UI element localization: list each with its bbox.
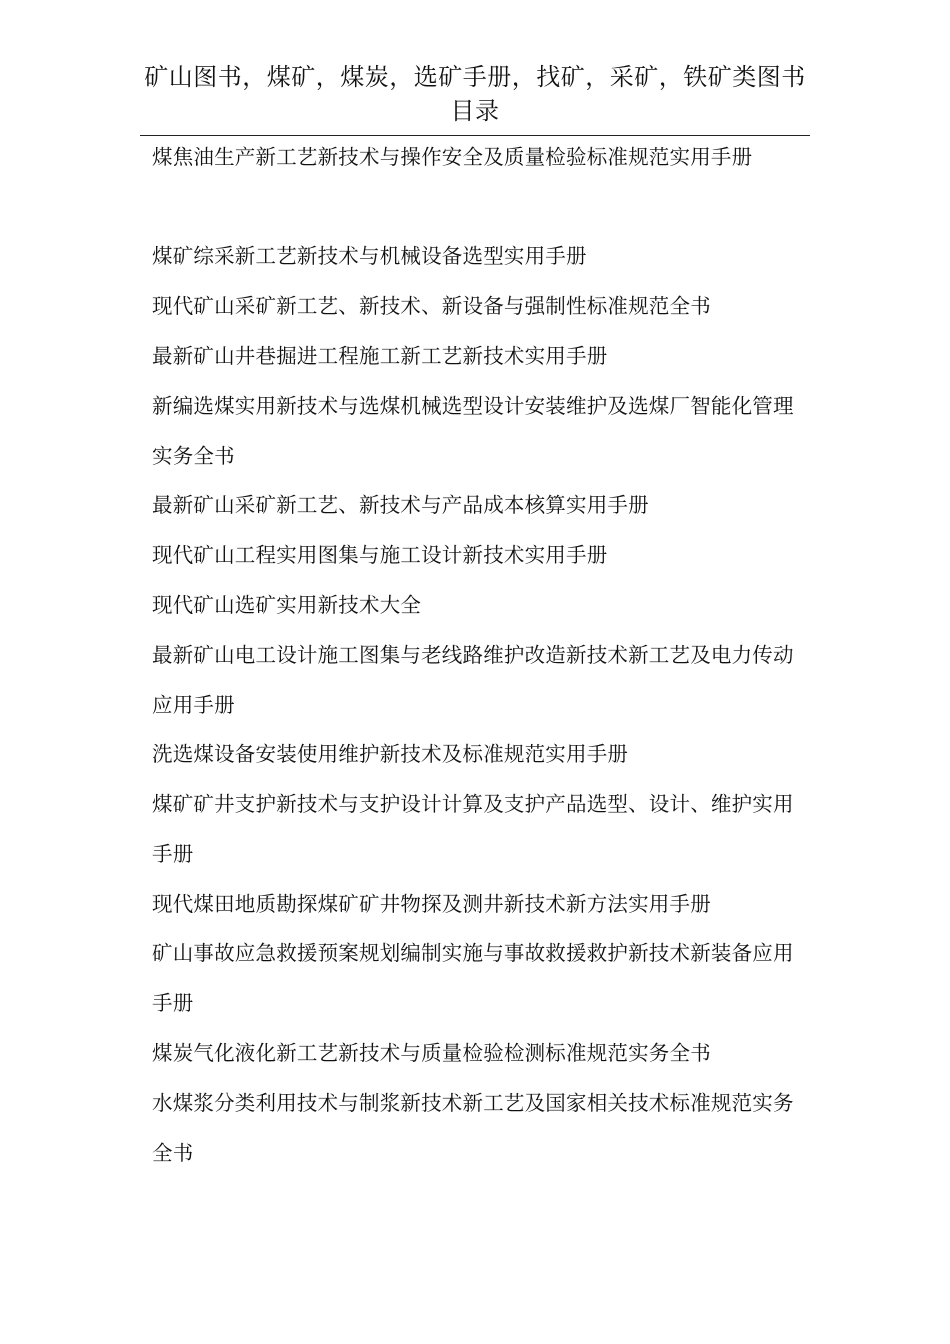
- book-item: 现代矿山采矿新工艺、新技术、新设备与强制性标准规范全书: [152, 294, 711, 318]
- book-item: 煤炭气化液化新工艺新技术与质量检验检测标准规范实务全书: [152, 1041, 711, 1065]
- book-item: 现代矿山工程实用图集与施工设计新技术实用手册: [152, 543, 608, 567]
- book-item: 水煤浆分类利用技术与制浆新技术新工艺及国家相关技术标准规范实务全书: [152, 1091, 794, 1165]
- book-item: 最新矿山电工设计施工图集与老线路维护改造新技术新工艺及电力传动应用手册: [152, 643, 794, 717]
- book-item: 洗选煤设备安装使用维护新技术及标准规范实用手册: [152, 742, 629, 766]
- book-item: 煤矿矿井支护新技术与支护设计计算及支护产品选型、设计、维护实用手册: [152, 792, 794, 866]
- book-item: 现代煤田地质勘探煤矿矿井物探及测井新技术新方法实用手册: [152, 892, 711, 916]
- book-item: 矿山事故应急救援预案规划编制实施与事故救援救护新技术新装备应用手册: [152, 941, 794, 1015]
- document-title: 矿山图书，煤矿，煤炭，选矿手册，找矿，采矿，铁矿类图书目录: [144, 63, 806, 125]
- book-item: 煤焦油生产新工艺新技术与操作安全及质量检验标准规范实用手册: [152, 145, 753, 169]
- book-item: 最新矿山井巷掘进工程施工新工艺新技术实用手册: [152, 344, 608, 368]
- book-item: 煤矿综采新工艺新技术与机械设备选型实用手册: [152, 244, 587, 268]
- book-item: 现代矿山选矿实用新技术大全: [152, 593, 422, 617]
- book-item: 新编选煤实用新技术与选煤机械选型设计安装维护及选煤厂智能化管理实务全书: [152, 394, 794, 468]
- book-item: 最新矿山采矿新工艺、新技术与产品成本核算实用手册: [152, 493, 649, 517]
